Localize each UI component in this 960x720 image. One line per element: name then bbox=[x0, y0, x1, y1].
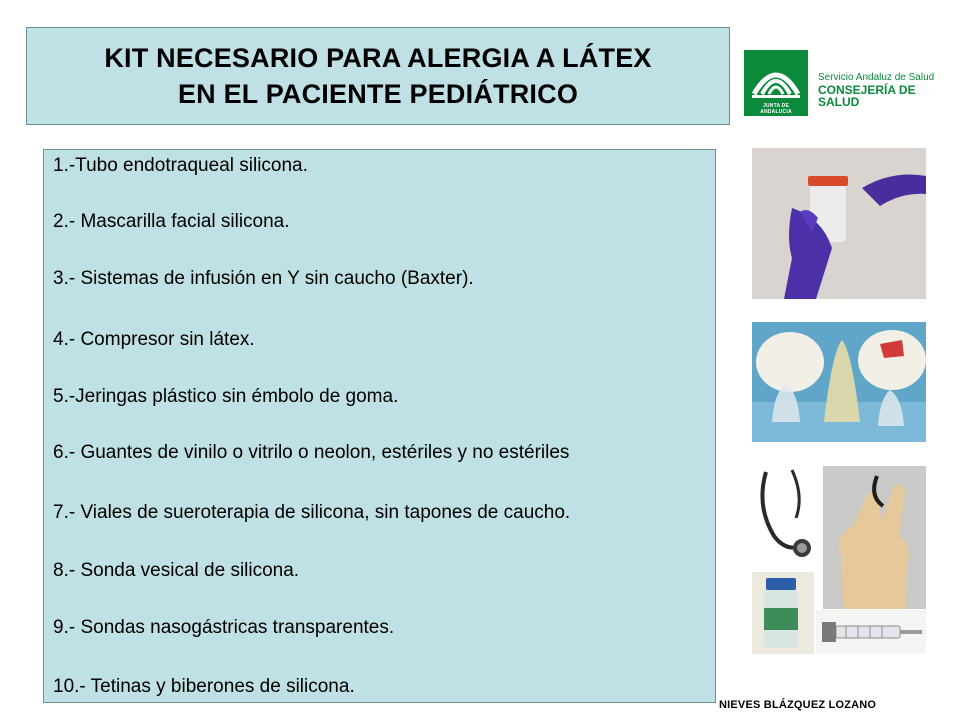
photo-silicone-nipples bbox=[752, 322, 926, 442]
list-item: 2.- Mascarilla facial silicona. bbox=[53, 211, 290, 232]
list-item: 1.-Tubo endotraqueal silicona. bbox=[53, 155, 308, 176]
photo-stethoscope bbox=[752, 466, 820, 570]
kit-list bbox=[43, 149, 716, 703]
photo-syringe bbox=[816, 610, 926, 654]
author-credit: NIEVES BLÁZQUEZ LOZANO bbox=[719, 699, 877, 711]
list-item: 3.- Sistemas de infusión en Y sin caucho (Baxter). bbox=[53, 268, 474, 289]
list-item: 8.- Sonda vesical de silicona. bbox=[53, 560, 300, 581]
list-item: 9.- Sondas nasogástricas transparentes. bbox=[53, 617, 395, 638]
title-line-1: KIT NECESARIO PARA ALERGIA A LÁTEX bbox=[104, 43, 652, 73]
photo-gloved-hands-container bbox=[752, 148, 926, 299]
sas-logo bbox=[744, 50, 944, 116]
junta-andalucia-emblem bbox=[744, 50, 808, 116]
org-name-line-2: CONSEJERÍA DE SALUD bbox=[818, 83, 916, 109]
org-name bbox=[818, 72, 944, 108]
list-item: 7.- Viales de sueroterapia de silicona, sin tapones de caucho. bbox=[53, 502, 571, 523]
list-item: 5.-Jeringas plástico sin émbolo de goma. bbox=[53, 386, 399, 407]
photo-latex-free-glove bbox=[823, 466, 926, 609]
list-item: 4.- Compresor sin látex. bbox=[53, 329, 255, 350]
emblem-caption: JUNTA DE ANDALUCIA bbox=[760, 103, 792, 115]
title-box bbox=[26, 27, 730, 125]
org-name-line-1: Servicio Andaluz de Salud bbox=[818, 72, 935, 83]
list-item: 10.- Tetinas y biberones de silicona. bbox=[53, 676, 355, 697]
list-item: 6.- Guantes de vinilo o vitrilo o neolon, estériles y no estériles bbox=[53, 442, 570, 463]
photo-vial bbox=[752, 572, 814, 654]
title-line-2: EN EL PACIENTE PEDIÁTRICO bbox=[177, 79, 579, 109]
